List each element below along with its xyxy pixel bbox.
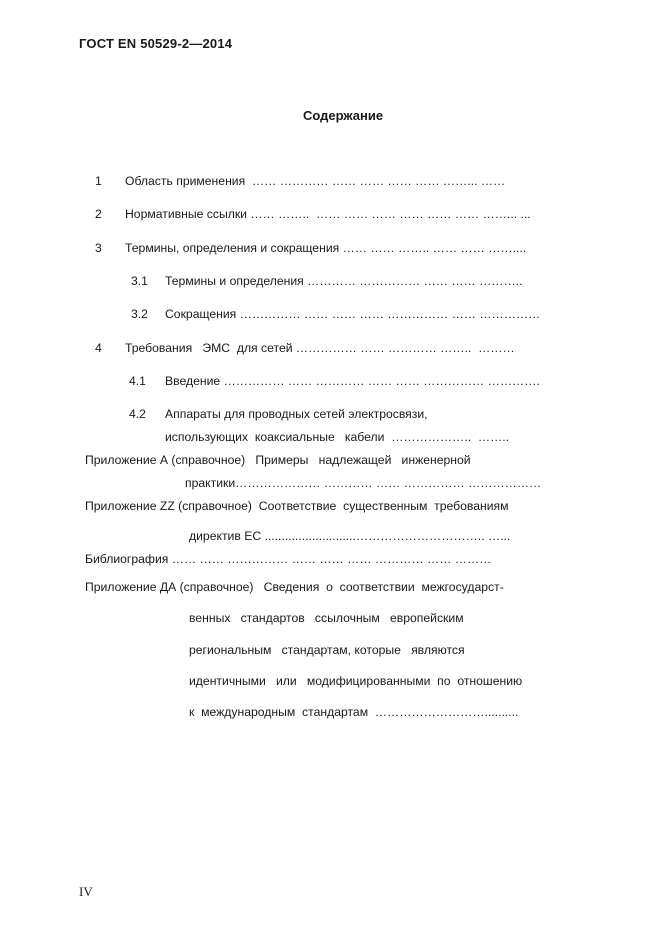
appendix-da-title-continued: региональным стандартам, которые являются: [189, 643, 465, 657]
toc-subitem-number: 3.2: [131, 307, 148, 321]
toc-item-text: Нормативные ссылки …… …….. …… …… …… …… …… …… ……... ...: [125, 207, 531, 221]
toc-item-text: Область применения …… ………… …… …… …… …… ……... ……: [125, 174, 506, 188]
toc-subitem-text: Введение …………… …… ………… …… …… …………… ………….: [165, 374, 540, 388]
toc-subitem-text-continued: использующих коаксиальные кабели ……………….. ……..: [165, 430, 510, 444]
toc-subitem-text: Термины и определения ………… …………… …… …… ………..: [165, 274, 523, 288]
page-number: IV: [79, 884, 93, 899]
toc-item-text: Термины, определения и сокращения …… …… …….. …… …… ……....: [125, 241, 527, 255]
toc-item-number: 1: [95, 174, 102, 188]
toc-item-number: 3: [95, 241, 102, 255]
appendix-da-title: Приложение ДА (справочное) Сведения о соответствии межгосударст-: [85, 580, 504, 594]
toc-item-number: 2: [95, 207, 102, 221]
toc-subitem-number: 3.1: [131, 274, 148, 288]
toc-item-text: Требования ЭМС для сетей …………… …… ………… …….. ………: [125, 341, 515, 355]
toc-subitem-text: Сокращения …………… …… …… …… …………… …… ……………: [165, 307, 541, 321]
appendix-da-title-continued: к международным стандартам ………………………..........: [189, 705, 519, 719]
appendix-a-title-continued: практики………………… ………… …… …………… ………………: [185, 476, 542, 490]
appendix-da-title-continued: идентичными или модифицированными по отношению: [189, 674, 523, 688]
toc-item-number: 4: [95, 341, 102, 355]
appendix-zz-title-continued: директив ЕС ...........................………………………….. …...: [189, 529, 511, 543]
appendix-da-title-continued: венных стандартов ссылочным европейским: [189, 611, 464, 625]
bibliography-entry: Библиография …… …… …………… …… …… …… ………… …… ………: [85, 552, 492, 566]
appendix-zz-title: Приложение ZZ (справочное) Соответствие существенным требованиям: [85, 499, 509, 513]
appendix-a-title: Приложение А (справочное) Примеры надлежащей инженерной: [85, 453, 471, 467]
toc-subitem-text: Аппараты для проводных сетей электросвязи,: [165, 407, 428, 421]
toc-subitem-number: 4.1: [129, 374, 146, 388]
toc-subitem-number: 4.2: [129, 407, 146, 421]
document-code-header: ГОСТ EN 50529-2—2014: [79, 36, 233, 51]
